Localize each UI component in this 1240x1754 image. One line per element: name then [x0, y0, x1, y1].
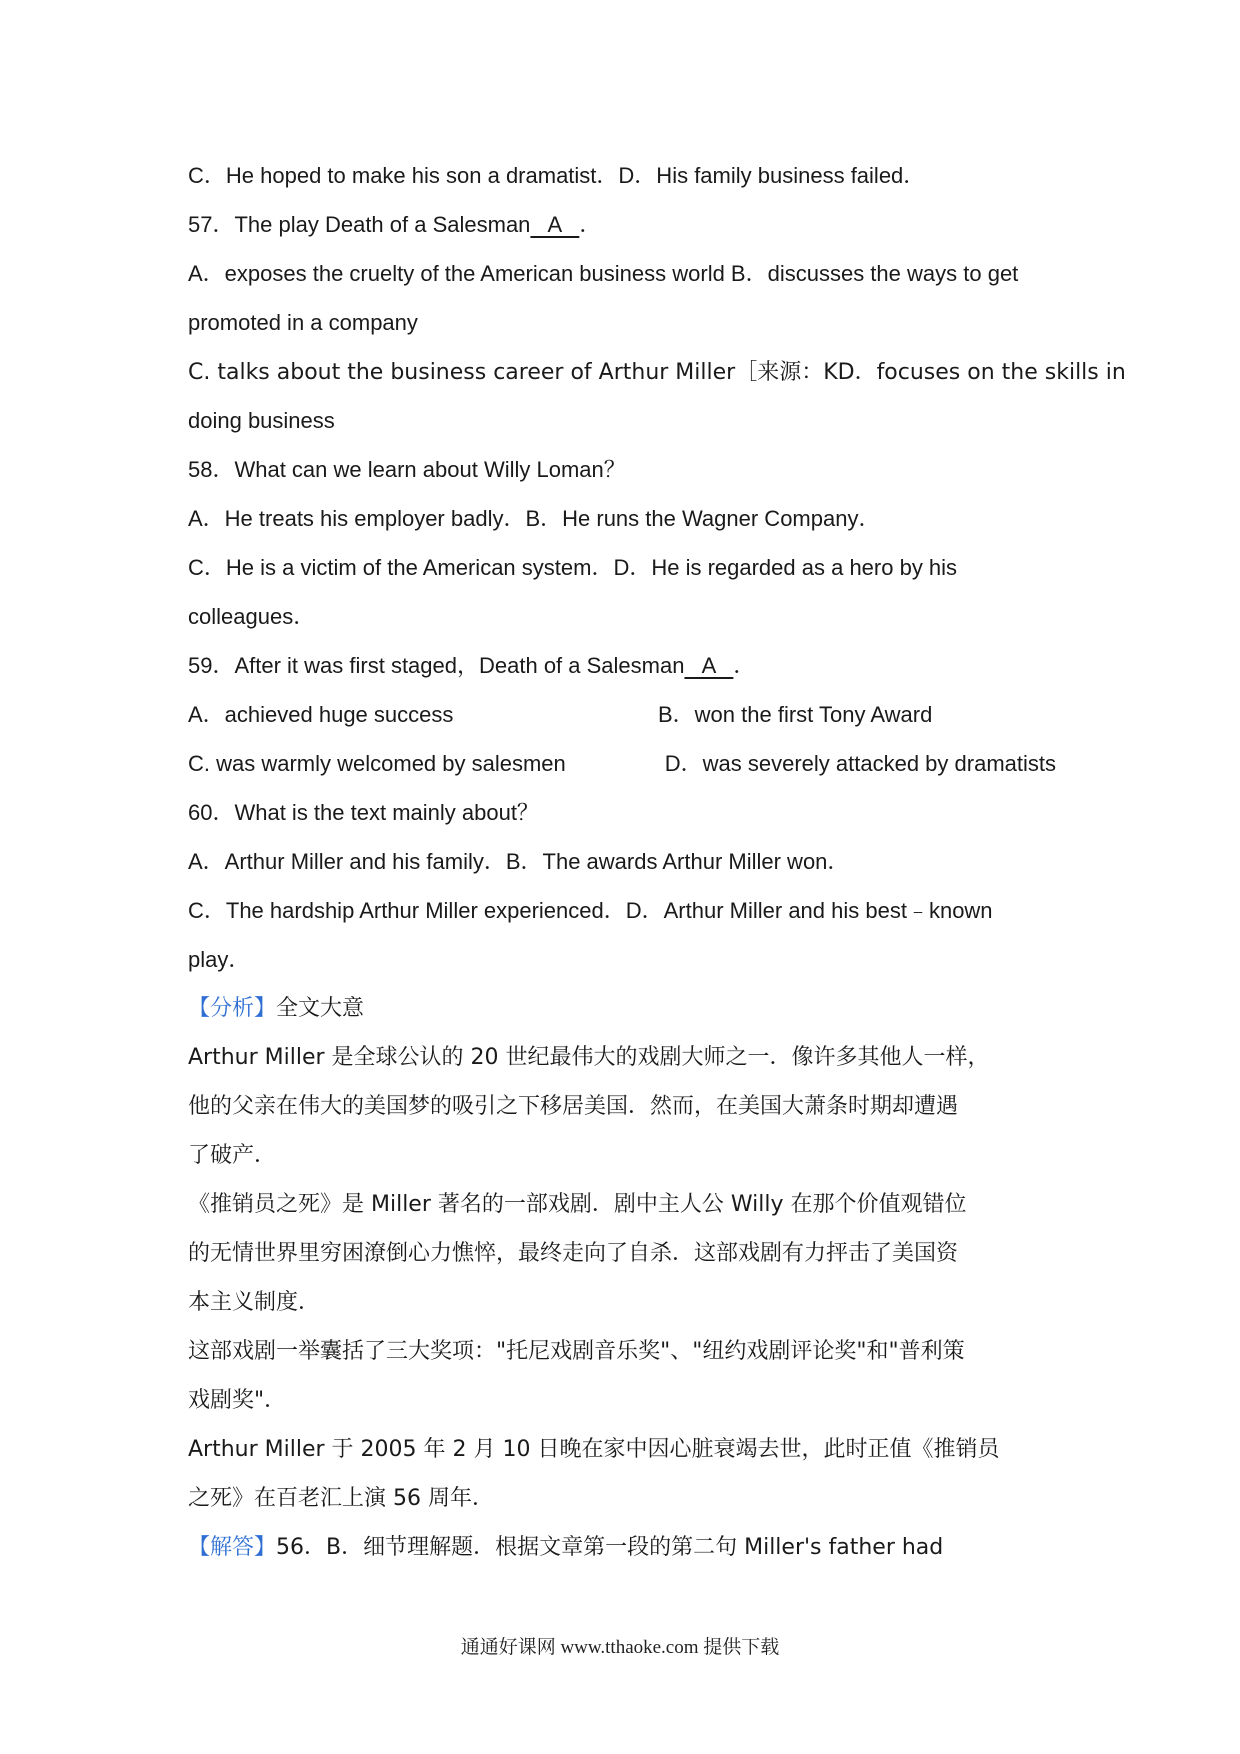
q57-options-ab-line2: promoted in a company: [188, 310, 418, 335]
analysis-p3-line2: 戏剧奖"．: [188, 1388, 287, 1413]
question-59: [188, 641, 1056, 690]
q60-options-cd-line1: C．The hardship Arthur Miller experienced．D．Arthur Miller and his best﹣known: [188, 898, 993, 923]
q58-options-cd-line2: colleagues．: [188, 604, 316, 629]
question-58: 58．What can we learn about Willy Loman？: [188, 457, 626, 482]
q59-option-c: C. was warmly welcomed by salesmen: [188, 751, 566, 776]
q59-options-ab: [188, 690, 1056, 739]
analysis-title: 全文大意: [276, 996, 365, 1021]
q57-stem: 57．The play Death of a Salesman: [188, 212, 531, 237]
analysis-heading: [188, 984, 1056, 1033]
analysis-p2-line2: 的无情世界里穷困潦倒心力憔悴，最终走向了自杀．这部戏剧有力抨击了美国资: [188, 1241, 959, 1266]
q57-options-cd-line2: doing business: [188, 408, 335, 433]
analysis-tag: 【分析】: [188, 996, 277, 1021]
q60-options-cd-line2: play．: [188, 947, 251, 972]
q57-options-ab-line1: [188, 249, 1056, 298]
q56-options-cd: C．He hoped to make his son a dramatist．D．His family business failed．: [188, 163, 926, 188]
analysis-p3-line1: 这部戏剧一举囊括了三大奖项："托尼戏剧音乐奖"、"纽约戏剧评论奖"和"普利策: [188, 1339, 965, 1364]
document-content: [188, 151, 1126, 1572]
q59-option-d: D．was severely attacked by dramatists: [664, 751, 1056, 776]
q57-answer-blank: A: [530, 212, 580, 237]
answer-tag: 【解答】: [188, 1535, 277, 1560]
q57-options-cd-text: C. talks about the business career of Arthur Miller［来源：KD．focuses on the skills in: [188, 360, 1126, 385]
analysis-p2-line1: 《推销员之死》是 Miller 著名的一部戏剧．剧中主人公 Willy 在那个价值观错位: [188, 1192, 967, 1217]
q59-period: ．: [733, 653, 756, 678]
q60-options-ab: A．Arthur Miller and his family．B．The awards Arthur Miller won．: [188, 849, 850, 874]
q58-options-cd-line1: C．He is a victim of the American system．D．He is regarded as a hero by his: [188, 555, 958, 580]
analysis-p1-line3: 了破产．: [188, 1143, 277, 1168]
q59-option-b: B．won the first Tony Award: [658, 702, 933, 727]
question-57: [188, 200, 1056, 249]
answer-line: [188, 1523, 1056, 1572]
q59-options-cd: [188, 739, 1056, 788]
analysis-p2-line3: 本主义制度．: [188, 1290, 321, 1315]
q59-stem: 59．After it was first staged，Death of a Salesman: [188, 653, 685, 678]
analysis-p4-line1: Arthur Miller 于 2005 年 2 月 10 日晚在家中因心脏衰竭去世，此时正值《推销员: [188, 1437, 1000, 1462]
answer-text: 56．B．细节理解题．根据文章第一段的第二句 Miller's father had: [276, 1535, 944, 1560]
analysis-p1-line1: Arthur Miller 是全球公认的 20 世纪最伟大的戏剧大师之一．像许多其他人一样，: [188, 1045, 990, 1070]
q57-period: ．: [579, 212, 602, 237]
analysis-p1-line2: 他的父亲在伟大的美国梦的吸引之下移居美国．然而，在美国大萧条时期却遭遇: [188, 1094, 959, 1119]
page-footer: 通通好课网 www.tthaoke.com 提供下载: [460, 1637, 780, 1658]
question-60: 60．What is the text mainly about？: [188, 800, 539, 825]
analysis-p4-line2: 之死》在百老汇上演 56 周年．: [188, 1486, 494, 1511]
q59-answer-blank: A: [684, 653, 734, 678]
q57-options-ab-text: A．exposes the cruelty of the American business world B．discusses the ways to get: [188, 261, 1019, 286]
q58-options-ab: A．He treats his employer badly．B．He runs the Wagner Company．: [188, 506, 881, 531]
q57-options-cd-line1: [188, 347, 1126, 396]
q59-option-a: A．achieved huge success: [188, 702, 454, 727]
